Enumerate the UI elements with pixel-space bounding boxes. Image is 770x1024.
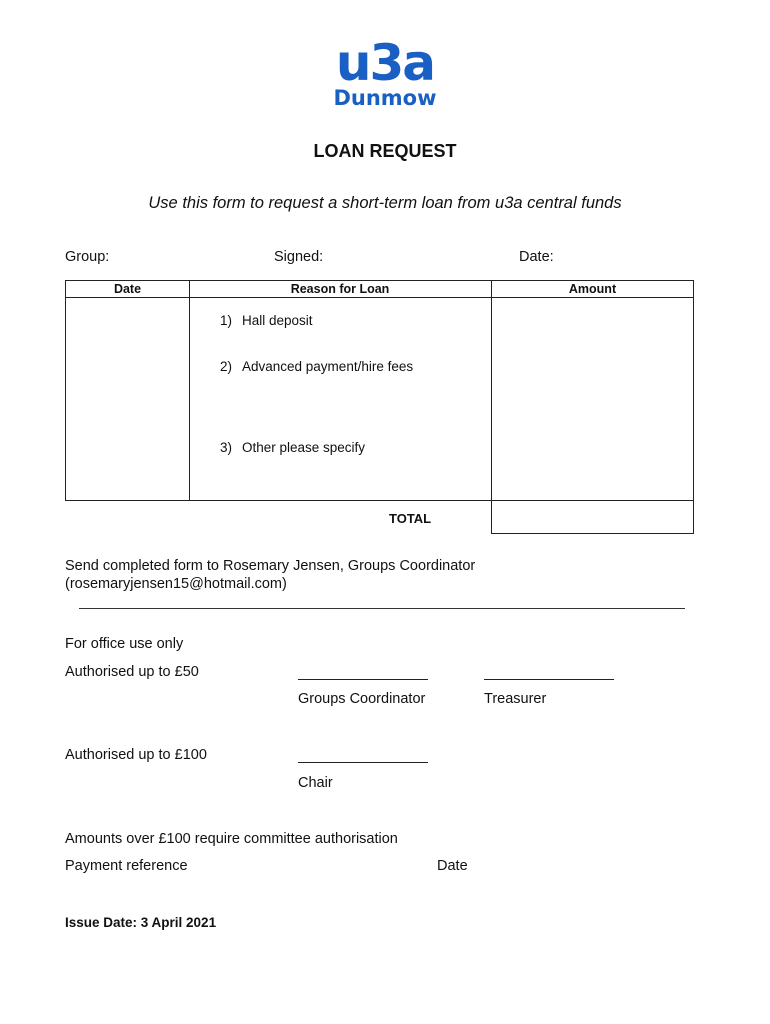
- reason-item-1: [220, 313, 313, 328]
- header-amount: Amount: [568, 282, 617, 296]
- reason-text: Hall deposit: [242, 313, 313, 328]
- signed-label: Signed:: [274, 249, 324, 265]
- reason-item-3: [220, 440, 365, 455]
- reason-number: 3): [220, 440, 233, 455]
- reason-text: Other please specify: [242, 440, 366, 455]
- loan-table: [65, 280, 694, 501]
- office-use-heading: For office use only: [65, 636, 184, 652]
- header-date: Date: [113, 282, 142, 296]
- send-instruction: Send completed form to Rosemary Jensen, Groups Coordinator: [65, 558, 476, 574]
- treasurer-label: Treasurer: [484, 691, 547, 707]
- header-reason: Reason for Loan: [290, 282, 390, 296]
- table-divider: [491, 281, 492, 500]
- group-label: Group:: [65, 249, 110, 265]
- groups-coordinator-label: Groups Coordinator: [298, 691, 426, 707]
- treasurer-signature-line[interactable]: [484, 679, 614, 680]
- table-divider: [189, 281, 190, 500]
- reason-number: 2): [220, 359, 233, 374]
- authorised-50-label: Authorised up to £50: [65, 664, 199, 680]
- logo-u3a: u3a: [335, 34, 435, 92]
- page-subtitle: Use this form to request a short-term loan from u3a central funds: [148, 194, 622, 212]
- chair-signature-line[interactable]: [298, 762, 428, 763]
- section-divider: [79, 608, 685, 609]
- date-label: Date:: [519, 249, 554, 265]
- header-rule: [66, 297, 693, 298]
- payment-reference-label: Payment reference: [65, 858, 188, 874]
- reason-item-2: [220, 359, 413, 374]
- chair-label: Chair: [298, 775, 333, 791]
- total-label: TOTAL: [389, 511, 432, 526]
- reason-text: Advanced payment/hire fees: [242, 359, 414, 374]
- committee-note: Amounts over £100 require committee authorisation: [65, 831, 398, 847]
- issue-date: Issue Date: 3 April 2021: [65, 915, 217, 930]
- reason-number: 1): [220, 313, 233, 328]
- authorised-100-label: Authorised up to £100: [65, 747, 207, 763]
- payment-date-label: Date: [437, 858, 468, 874]
- groups-coordinator-signature-line[interactable]: [298, 679, 428, 680]
- page-title: LOAN REQUEST: [313, 141, 457, 161]
- send-email: (rosemaryjensen15@hotmail.com): [65, 576, 287, 592]
- logo-dunmow: Dunmow: [333, 86, 437, 110]
- total-amount-field[interactable]: [491, 500, 694, 534]
